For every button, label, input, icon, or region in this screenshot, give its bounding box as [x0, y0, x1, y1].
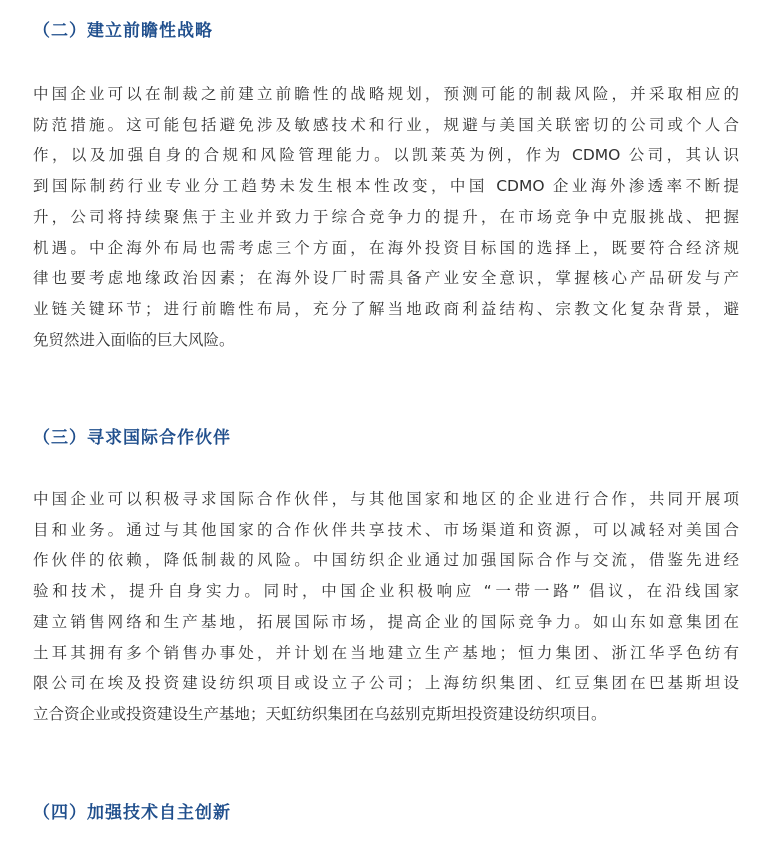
- section-heading-4: （四）加强技术自主创新: [33, 803, 231, 823]
- paragraph-line: 免贸然进入面临的巨大风险。: [33, 330, 235, 349]
- paragraph-line: 中国企业可以在制裁之前建立前瞻性的战略规划，预测可能的制裁风险，并采取相应的: [33, 85, 739, 103]
- section-heading-3: （三）寻求国际合作伙伴: [33, 428, 231, 448]
- paragraph-line: 机遇。中企海外布局也需考虑三个方面，在海外投资目标国的选择上，既要符合经济规: [33, 238, 739, 257]
- section-paragraph-3: [33, 484, 739, 730]
- paragraph-line: 作，以及加强自身的合规和风险管理能力。以凯莱英为例，作为 CDMO 公司，其认识: [33, 146, 739, 165]
- paragraph-line: 防范措施。这可能包括避免涉及敏感技术和行业，规避与美国关联密切的公司或个人合: [33, 115, 739, 134]
- paragraph-line: 律也要考虑地缘政治因素；在海外设厂时需具备产业安全意识，掌握核心产品研发与产: [33, 269, 739, 288]
- paragraph-line: 建立销售网络和生产基地，拓展国际市场，提高企业的国际竞争力。如山东如意集团在: [33, 612, 739, 631]
- paragraph-line: 升，公司将持续聚焦于主业并致力于综合竞争力的提升，在市场竞争中克服挑战、把握: [33, 207, 739, 226]
- paragraph-line: 目和业务。通过与其他国家的合作伙伴共享技术、市场渠道和资源，可以减轻对美国合: [33, 520, 739, 539]
- paragraph-line: 作伙伴的依赖，降低制裁的风险。中国纺织企业通过加强国际合作与交流，借鉴先进经: [33, 551, 739, 570]
- paragraph-line: 中国企业可以积极寻求国际合作伙伴，与其他国家和地区的企业进行合作，共同开展项: [33, 490, 739, 508]
- paragraph-line: 业链关键环节；进行前瞻性布局，充分了解当地政商利益结构、宗教文化复杂背景，避: [33, 299, 739, 318]
- paragraph-line: 验和技术，提升自身实力。同时，中国企业积极响应 “一带一路” 倡议，在沿线国家: [33, 582, 739, 601]
- section-heading-2: （二）建立前瞻性战略: [33, 21, 213, 41]
- paragraph-line: 到国际制药行业专业分工趋势未发生根本性改变，中国 CDMO 企业海外渗透率不断提: [33, 177, 739, 196]
- paragraph-line: 立合资企业或投资建设生产基地；天虹纺织集团在乌兹别克斯坦投资建设纺织项目。: [33, 704, 607, 723]
- section-paragraph-2: [33, 79, 739, 355]
- paragraph-line: 限公司在埃及投资建设纺织项目或设立子公司；上海纺织集团、红豆集团在巴基斯坦设: [33, 674, 739, 693]
- paragraph-line: 土耳其拥有多个销售办事处，并计划在当地建立生产基地；恒力集团、浙江华孚色纺有: [33, 643, 739, 662]
